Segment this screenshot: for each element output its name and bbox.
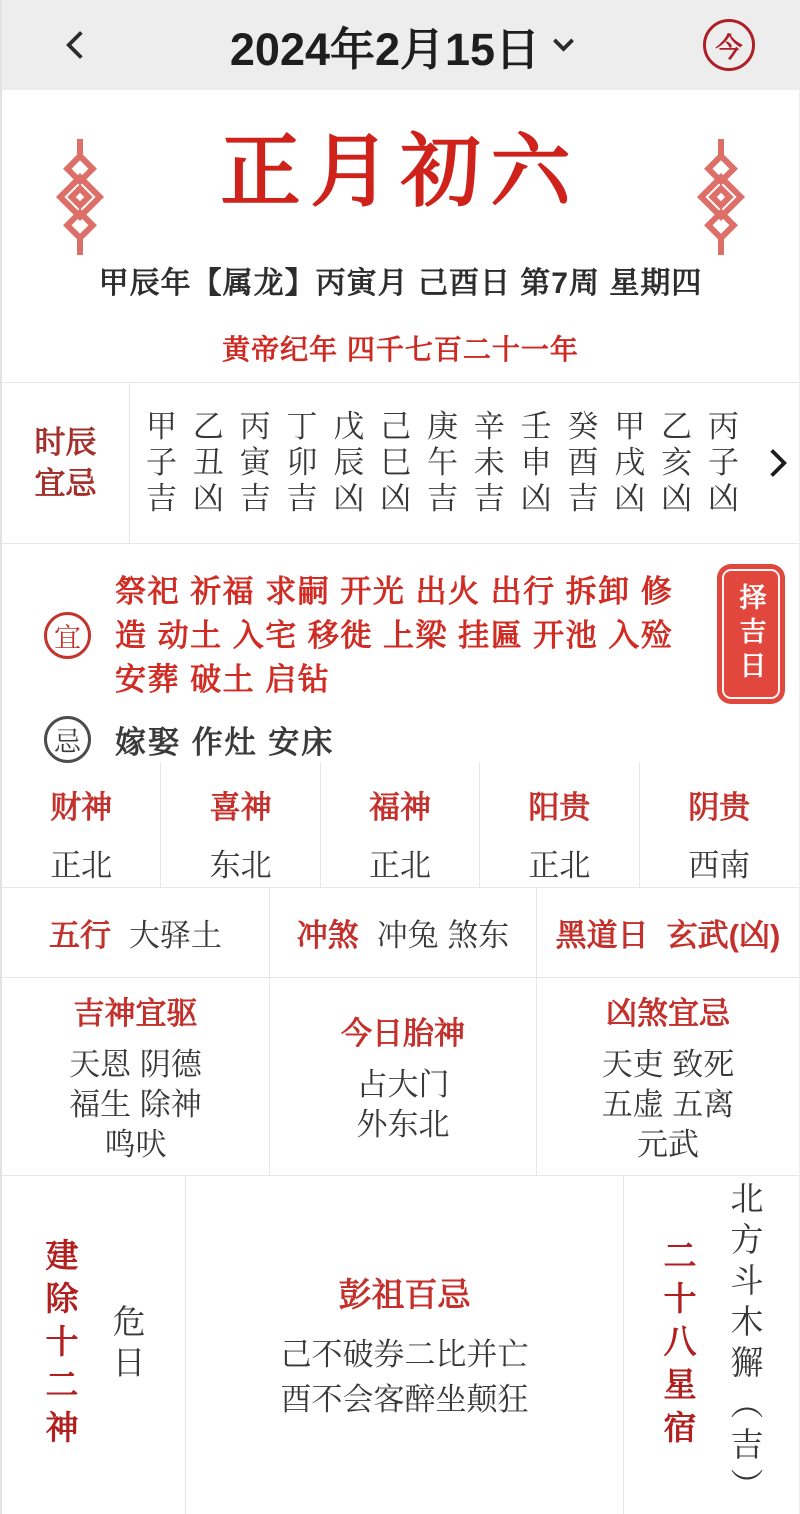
suitable-badge-icon: 宜 bbox=[44, 612, 91, 659]
god-label: 喜神 bbox=[209, 790, 272, 825]
fetal-god-column: 今日胎神 占大门 外东北 bbox=[270, 978, 537, 1175]
god-cell bbox=[321, 762, 480, 887]
hour-column: 庚 午 吉 bbox=[426, 409, 458, 516]
ganzhi-line: 甲辰年【属龙】丙寅月 己酉日 第7周 星期四 bbox=[98, 267, 703, 300]
pengzu-cell bbox=[186, 1176, 623, 1514]
hour-column: 癸 酉 吉 bbox=[567, 409, 599, 516]
jianchu-label: 建除十二神 bbox=[41, 1237, 79, 1453]
hours-more-button[interactable] bbox=[747, 383, 799, 543]
suitable-row bbox=[44, 570, 759, 702]
hours-columns bbox=[130, 383, 747, 543]
hour-column: 辛 未 吉 bbox=[473, 409, 505, 516]
pengzu-title: 彭祖百忌 bbox=[338, 1275, 471, 1313]
hour-column: 乙 丑 凶 bbox=[192, 409, 224, 516]
avoid-row bbox=[44, 716, 759, 763]
today-button[interactable] bbox=[703, 19, 755, 71]
hours-label-line2: 宜忌 bbox=[34, 466, 97, 501]
chongsha-cell bbox=[270, 888, 537, 977]
god-label: 福神 bbox=[368, 790, 431, 825]
info-value: 大驿土 bbox=[129, 918, 222, 953]
hour-column: 甲 戌 凶 bbox=[614, 409, 646, 516]
info-label: 冲煞 bbox=[296, 918, 359, 953]
today-label: 今 bbox=[715, 32, 743, 63]
hour-column: 丙 子 凶 bbox=[707, 409, 739, 516]
hours-label-line1: 时辰 bbox=[34, 425, 97, 460]
pick-auspicious-day-label: 择吉日 bbox=[735, 583, 766, 685]
god-value: 正北 bbox=[50, 848, 113, 883]
detail-columns bbox=[2, 978, 799, 1176]
detail-title: 吉神宜驱 bbox=[73, 996, 198, 1031]
knot-ornament-icon bbox=[48, 138, 112, 261]
chevron-right-icon bbox=[759, 449, 787, 477]
star-mansion-label: 二十八星宿 bbox=[659, 1237, 697, 1453]
god-label: 财神 bbox=[50, 790, 113, 825]
knot-ornament-icon bbox=[689, 138, 753, 261]
date-selector[interactable] bbox=[230, 13, 571, 78]
jianchu-cell bbox=[2, 1176, 186, 1514]
info-label: 五行 bbox=[49, 918, 111, 953]
header-bar bbox=[2, 0, 799, 90]
god-cell bbox=[2, 762, 161, 887]
hour-column: 甲 子 吉 bbox=[146, 409, 177, 516]
hour-column: 乙 亥 凶 bbox=[661, 409, 693, 516]
evil-spirits-column: 凶煞宜忌 天吏 致死 五虚 五离 元武 bbox=[537, 978, 799, 1175]
god-value: 西南 bbox=[688, 848, 751, 883]
god-value: 东北 bbox=[209, 848, 272, 883]
pick-auspicious-day-button[interactable] bbox=[717, 564, 785, 704]
hours-luck-strip bbox=[2, 382, 799, 544]
heidaori-cell bbox=[537, 888, 799, 977]
info-value: 冲兔 煞东 bbox=[376, 918, 510, 953]
suitable-avoid-section bbox=[2, 544, 799, 762]
god-cell bbox=[161, 762, 320, 887]
hours-strip-label bbox=[2, 383, 130, 543]
god-cell bbox=[640, 762, 799, 887]
god-cell bbox=[480, 762, 639, 887]
hour-column: 己 巳 凶 bbox=[380, 409, 412, 516]
back-button[interactable] bbox=[60, 25, 100, 65]
jianchu-value: 危日 bbox=[108, 1304, 146, 1386]
hour-column: 丁 卯 吉 bbox=[286, 409, 318, 516]
info-label: 黑道日 bbox=[555, 918, 649, 953]
gods-direction-row bbox=[2, 762, 799, 888]
era-line: 黄帝纪年 四千七百二十一年 bbox=[222, 334, 579, 365]
hero-section bbox=[2, 90, 799, 382]
wuxing-cell bbox=[2, 888, 270, 977]
detail-title: 凶煞宜忌 bbox=[606, 996, 730, 1031]
avoid-items: 嫁娶 作灶 安床 bbox=[115, 725, 335, 760]
suitable-items: 祭祀 祈福 求嗣 开光 出火 出行 拆卸 修造 动土 入宅 移徙 上梁 挂匾 开池 入殓 安葬 破土 启钻 bbox=[115, 574, 674, 697]
date-title: 2024年2月15日 bbox=[229, 23, 541, 75]
lucky-gods-column: 吉神宜驱 天恩 阴德 福生 除神 鸣吠 bbox=[2, 978, 270, 1175]
hour-column: 丙 寅 吉 bbox=[239, 409, 271, 516]
lunar-date-title: 正月初六 bbox=[220, 127, 581, 216]
avoid-badge-icon: 忌 bbox=[44, 716, 91, 763]
god-label: 阴贵 bbox=[688, 790, 751, 825]
chevron-down-icon bbox=[553, 30, 574, 51]
info-value: 玄武(凶) bbox=[666, 918, 781, 953]
bottom-section bbox=[2, 1176, 799, 1514]
god-value: 正北 bbox=[368, 848, 431, 883]
star-mansion-cell bbox=[623, 1176, 799, 1514]
god-label: 阳贵 bbox=[528, 790, 591, 825]
hour-column: 壬 申 凶 bbox=[520, 409, 552, 516]
star-mansion-value: 北方斗木獬（吉） bbox=[726, 1181, 764, 1509]
hour-column: 戊 辰 凶 bbox=[333, 409, 365, 516]
pengzu-line2: 酉不会客醉坐颠狂 bbox=[280, 1381, 529, 1417]
detail-title: 今日胎神 bbox=[341, 1016, 465, 1051]
elements-info-row bbox=[2, 888, 799, 978]
pengzu-line1: 己不破券二比并亡 bbox=[280, 1336, 529, 1372]
chevron-left-icon bbox=[66, 31, 94, 59]
god-value: 正北 bbox=[528, 848, 591, 883]
